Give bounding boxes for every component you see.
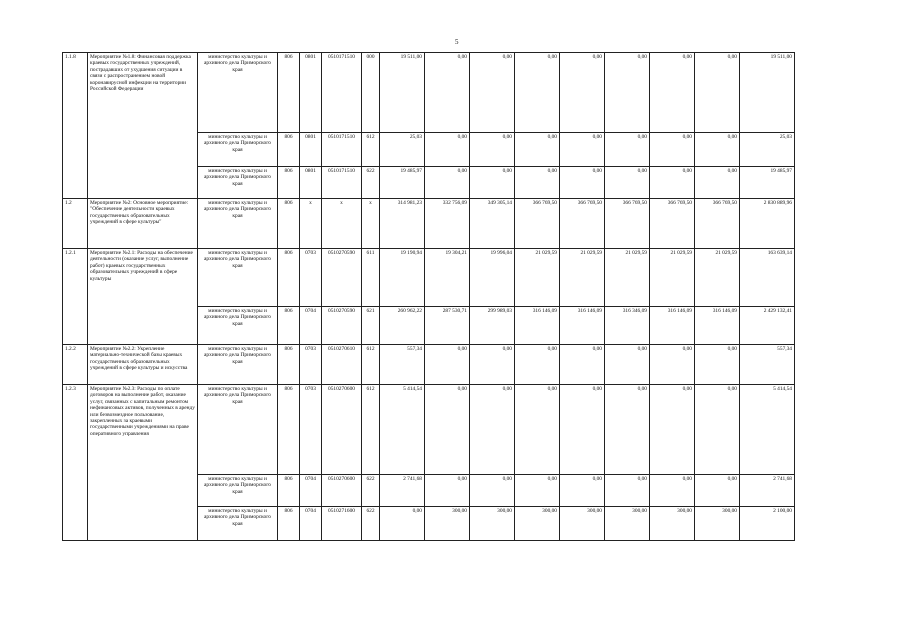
- year-amount-cell: 21 029,59: [560, 249, 605, 307]
- expense-type-cell: 621: [362, 307, 380, 345]
- responsible-executor-cell: министерство культуры и архивного дела Приморского края: [198, 385, 278, 475]
- expense-type-cell: 611: [362, 249, 380, 307]
- total-amount-cell: 557,34: [740, 345, 795, 385]
- year-amount-cell: 0,00: [650, 133, 695, 167]
- total-amount-cell: 2 830 889,96: [740, 199, 795, 249]
- total-amount-cell: 2 741,68: [740, 475, 795, 507]
- year-amount-cell: 0,00: [515, 385, 560, 475]
- year-amount-cell: 25,03: [380, 133, 425, 167]
- year-amount-cell: 0,00: [650, 385, 695, 475]
- grbs-code-cell: 806: [278, 167, 300, 199]
- year-amount-cell: 0,00: [515, 133, 560, 167]
- year-amount-cell: 366 769,50: [695, 199, 740, 249]
- activity-name-cell: Мероприятие №2.2: Укрепление материально-технической базы краевых государственных образовательных учреждений в сфере культуры и искусства: [88, 345, 198, 385]
- expense-type-cell: 622: [362, 507, 380, 541]
- year-amount-cell: 0,00: [695, 167, 740, 199]
- grbs-code-cell: 806: [278, 507, 300, 541]
- year-amount-cell: 0,00: [560, 167, 605, 199]
- year-amount-cell: 0,00: [605, 53, 650, 133]
- section-code-cell: 0704: [300, 507, 322, 541]
- year-amount-cell: 299 989,03: [470, 307, 515, 345]
- year-amount-cell: 0,00: [425, 133, 470, 167]
- table-row: [63, 385, 795, 475]
- year-amount-cell: 21 029,59: [515, 249, 560, 307]
- total-amount-cell: 2 429 132,41: [740, 307, 795, 345]
- year-amount-cell: 0,00: [470, 475, 515, 507]
- responsible-executor-cell: министерство культуры и архивного дела Приморского края: [198, 507, 278, 541]
- year-amount-cell: 0,00: [695, 133, 740, 167]
- year-amount-cell: 0,00: [695, 385, 740, 475]
- target-article-cell: 0510270610: [322, 345, 362, 385]
- table-row: [63, 53, 795, 133]
- total-amount-cell: 2 100,00: [740, 507, 795, 541]
- year-amount-cell: 316 146,09: [560, 307, 605, 345]
- section-code-cell: x: [300, 199, 322, 249]
- grbs-code-cell: 806: [278, 249, 300, 307]
- year-amount-cell: 0,00: [560, 53, 605, 133]
- page-number: 5: [455, 38, 459, 46]
- year-amount-cell: 0,00: [470, 345, 515, 385]
- year-amount-cell: 316 146,09: [515, 307, 560, 345]
- year-amount-cell: 349 305,14: [470, 199, 515, 249]
- expense-type-cell: 612: [362, 133, 380, 167]
- year-amount-cell: 21 029,59: [605, 249, 650, 307]
- target-article-cell: 0510271600: [322, 507, 362, 541]
- year-amount-cell: 0,00: [695, 475, 740, 507]
- responsible-executor-cell: министерство культуры и архивного дела Приморского края: [198, 307, 278, 345]
- year-amount-cell: 0,00: [560, 385, 605, 475]
- year-amount-cell: 0,00: [470, 167, 515, 199]
- year-amount-cell: 366 769,50: [605, 199, 650, 249]
- section-code-cell: 0703: [300, 385, 322, 475]
- target-article-cell: 0510171510: [322, 53, 362, 133]
- responsible-executor-cell: министерство культуры и архивного дела Приморского края: [198, 345, 278, 385]
- year-amount-cell: 300,00: [650, 507, 695, 541]
- grbs-code-cell: 806: [278, 345, 300, 385]
- activity-name-cell: Мероприятие №2.1: Расходы на обеспечение деятельности (оказание услуг, выполнение работ) краевых государственных образовательных учреждений в сфере культуры: [88, 249, 198, 345]
- year-amount-cell: 0,00: [425, 167, 470, 199]
- year-amount-cell: 0,00: [605, 167, 650, 199]
- grbs-code-cell: 806: [278, 53, 300, 133]
- year-amount-cell: 21 029,59: [650, 249, 695, 307]
- section-code-cell: 0704: [300, 475, 322, 507]
- year-amount-cell: 0,00: [650, 345, 695, 385]
- year-amount-cell: 0,00: [515, 53, 560, 133]
- year-amount-cell: 0,00: [425, 345, 470, 385]
- year-amount-cell: 0,00: [695, 53, 740, 133]
- activity-name-cell: Мероприятие №2: Основное мероприятие: "Обеспечение деятельности краевых государственных образовательных учреждений в сфере культуры": [88, 199, 198, 249]
- year-amount-cell: 314 981,23: [380, 199, 425, 249]
- responsible-executor-cell: министерство культуры и архивного дела Приморского края: [198, 167, 278, 199]
- year-amount-cell: 0,00: [605, 345, 650, 385]
- year-amount-cell: 19 190,94: [380, 249, 425, 307]
- total-amount-cell: 19 485,97: [740, 167, 795, 199]
- total-amount-cell: 163 639,14: [740, 249, 795, 307]
- year-amount-cell: 0,00: [425, 475, 470, 507]
- total-amount-cell: 25,03: [740, 133, 795, 167]
- responsible-executor-cell: министерство культуры и архивного дела Приморского края: [198, 133, 278, 167]
- activity-code-cell: 1.2: [63, 199, 88, 249]
- expense-type-cell: 000: [362, 53, 380, 133]
- activity-name-cell: Мероприятие №1.8: Финансовая поддержка краевых государственных учреждений, пострадавших от ухудшения ситуации в связи с распространением новой коронавирусной инфекции на территории Российской Федерации: [88, 53, 198, 199]
- target-article-cell: 0510171510: [322, 133, 362, 167]
- year-amount-cell: 316 346,09: [605, 307, 650, 345]
- target-article-cell: 0510270590: [322, 307, 362, 345]
- year-amount-cell: 300,00: [560, 507, 605, 541]
- year-amount-cell: 287 530,71: [425, 307, 470, 345]
- year-amount-cell: 0,00: [425, 385, 470, 475]
- section-code-cell: 0703: [300, 345, 322, 385]
- year-amount-cell: 557,34: [380, 345, 425, 385]
- table-row: [63, 249, 795, 307]
- responsible-executor-cell: министерство культуры и архивного дела Приморского края: [198, 199, 278, 249]
- year-amount-cell: 0,00: [425, 53, 470, 133]
- year-amount-cell: 300,00: [470, 507, 515, 541]
- expense-type-cell: 612: [362, 385, 380, 475]
- year-amount-cell: 300,00: [695, 507, 740, 541]
- section-code-cell: 0801: [300, 53, 322, 133]
- target-article-cell: 0510270590: [322, 249, 362, 307]
- year-amount-cell: 316 146,09: [695, 307, 740, 345]
- section-code-cell: 0801: [300, 133, 322, 167]
- responsible-executor-cell: министерство культуры и архивного дела Приморского края: [198, 249, 278, 307]
- year-amount-cell: 300,00: [605, 507, 650, 541]
- year-amount-cell: 0,00: [560, 133, 605, 167]
- year-amount-cell: 332 756,09: [425, 199, 470, 249]
- year-amount-cell: 0,00: [605, 133, 650, 167]
- section-code-cell: 0703: [300, 249, 322, 307]
- total-amount-cell: 5 414,54: [740, 385, 795, 475]
- expense-type-cell: 622: [362, 475, 380, 507]
- year-amount-cell: 19 304,21: [425, 249, 470, 307]
- year-amount-cell: 0,00: [650, 53, 695, 133]
- year-amount-cell: 2 741,68: [380, 475, 425, 507]
- year-amount-cell: 0,00: [515, 167, 560, 199]
- total-amount-cell: 19 511,00: [740, 53, 795, 133]
- activity-name-cell: Мероприятие №2.3: Расходы по оплате договоров на выполнение работ, оказание услуг, связанных с капитальным ремонтом нефинансовых активов, полученных в аренду или безвозмездное пользование, закрепленных за краевыми государственными учреждениями на праве оперативного управления: [88, 385, 198, 541]
- year-amount-cell: 0,00: [560, 345, 605, 385]
- target-article-cell: 0510270600: [322, 475, 362, 507]
- year-amount-cell: 316 146,09: [650, 307, 695, 345]
- expense-type-cell: x: [362, 199, 380, 249]
- year-amount-cell: 0,00: [515, 345, 560, 385]
- table-row: [63, 199, 795, 249]
- grbs-code-cell: 806: [278, 385, 300, 475]
- year-amount-cell: 21 029,59: [695, 249, 740, 307]
- year-amount-cell: 0,00: [380, 507, 425, 541]
- year-amount-cell: 5 414,54: [380, 385, 425, 475]
- year-amount-cell: 300,00: [515, 507, 560, 541]
- target-article-cell: x: [322, 199, 362, 249]
- year-amount-cell: 19 511,00: [380, 53, 425, 133]
- year-amount-cell: 0,00: [605, 385, 650, 475]
- responsible-executor-cell: министерство культуры и архивного дела Приморского края: [198, 53, 278, 133]
- year-amount-cell: 0,00: [695, 345, 740, 385]
- activity-code-cell: 1.1.8: [63, 53, 88, 199]
- year-amount-cell: 0,00: [470, 53, 515, 133]
- responsible-executor-cell: министерство культуры и архивного дела Приморского края: [198, 475, 278, 507]
- grbs-code-cell: 806: [278, 307, 300, 345]
- year-amount-cell: 366 769,50: [560, 199, 605, 249]
- year-amount-cell: 0,00: [515, 475, 560, 507]
- year-amount-cell: 0,00: [605, 475, 650, 507]
- expense-type-cell: 612: [362, 345, 380, 385]
- year-amount-cell: 260 962,22: [380, 307, 425, 345]
- grbs-code-cell: 806: [278, 199, 300, 249]
- program-activities-table: [62, 52, 795, 541]
- year-amount-cell: 300,00: [425, 507, 470, 541]
- activity-code-cell: 1.2.2: [63, 345, 88, 385]
- target-article-cell: 0510171510: [322, 167, 362, 199]
- year-amount-cell: 19 485,97: [380, 167, 425, 199]
- section-code-cell: 0801: [300, 167, 322, 199]
- year-amount-cell: 0,00: [470, 385, 515, 475]
- section-code-cell: 0704: [300, 307, 322, 345]
- grbs-code-cell: 806: [278, 133, 300, 167]
- activity-code-cell: 1.2.1: [63, 249, 88, 345]
- year-amount-cell: 0,00: [560, 475, 605, 507]
- activity-code-cell: 1.2.3: [63, 385, 88, 541]
- grbs-code-cell: 806: [278, 475, 300, 507]
- year-amount-cell: 0,00: [470, 133, 515, 167]
- year-amount-cell: 19 996,04: [470, 249, 515, 307]
- year-amount-cell: 0,00: [650, 167, 695, 199]
- year-amount-cell: 366 769,50: [515, 199, 560, 249]
- year-amount-cell: 0,00: [650, 475, 695, 507]
- year-amount-cell: 366 769,50: [650, 199, 695, 249]
- table-row: [63, 345, 795, 385]
- expense-type-cell: 622: [362, 167, 380, 199]
- target-article-cell: 0510270600: [322, 385, 362, 475]
